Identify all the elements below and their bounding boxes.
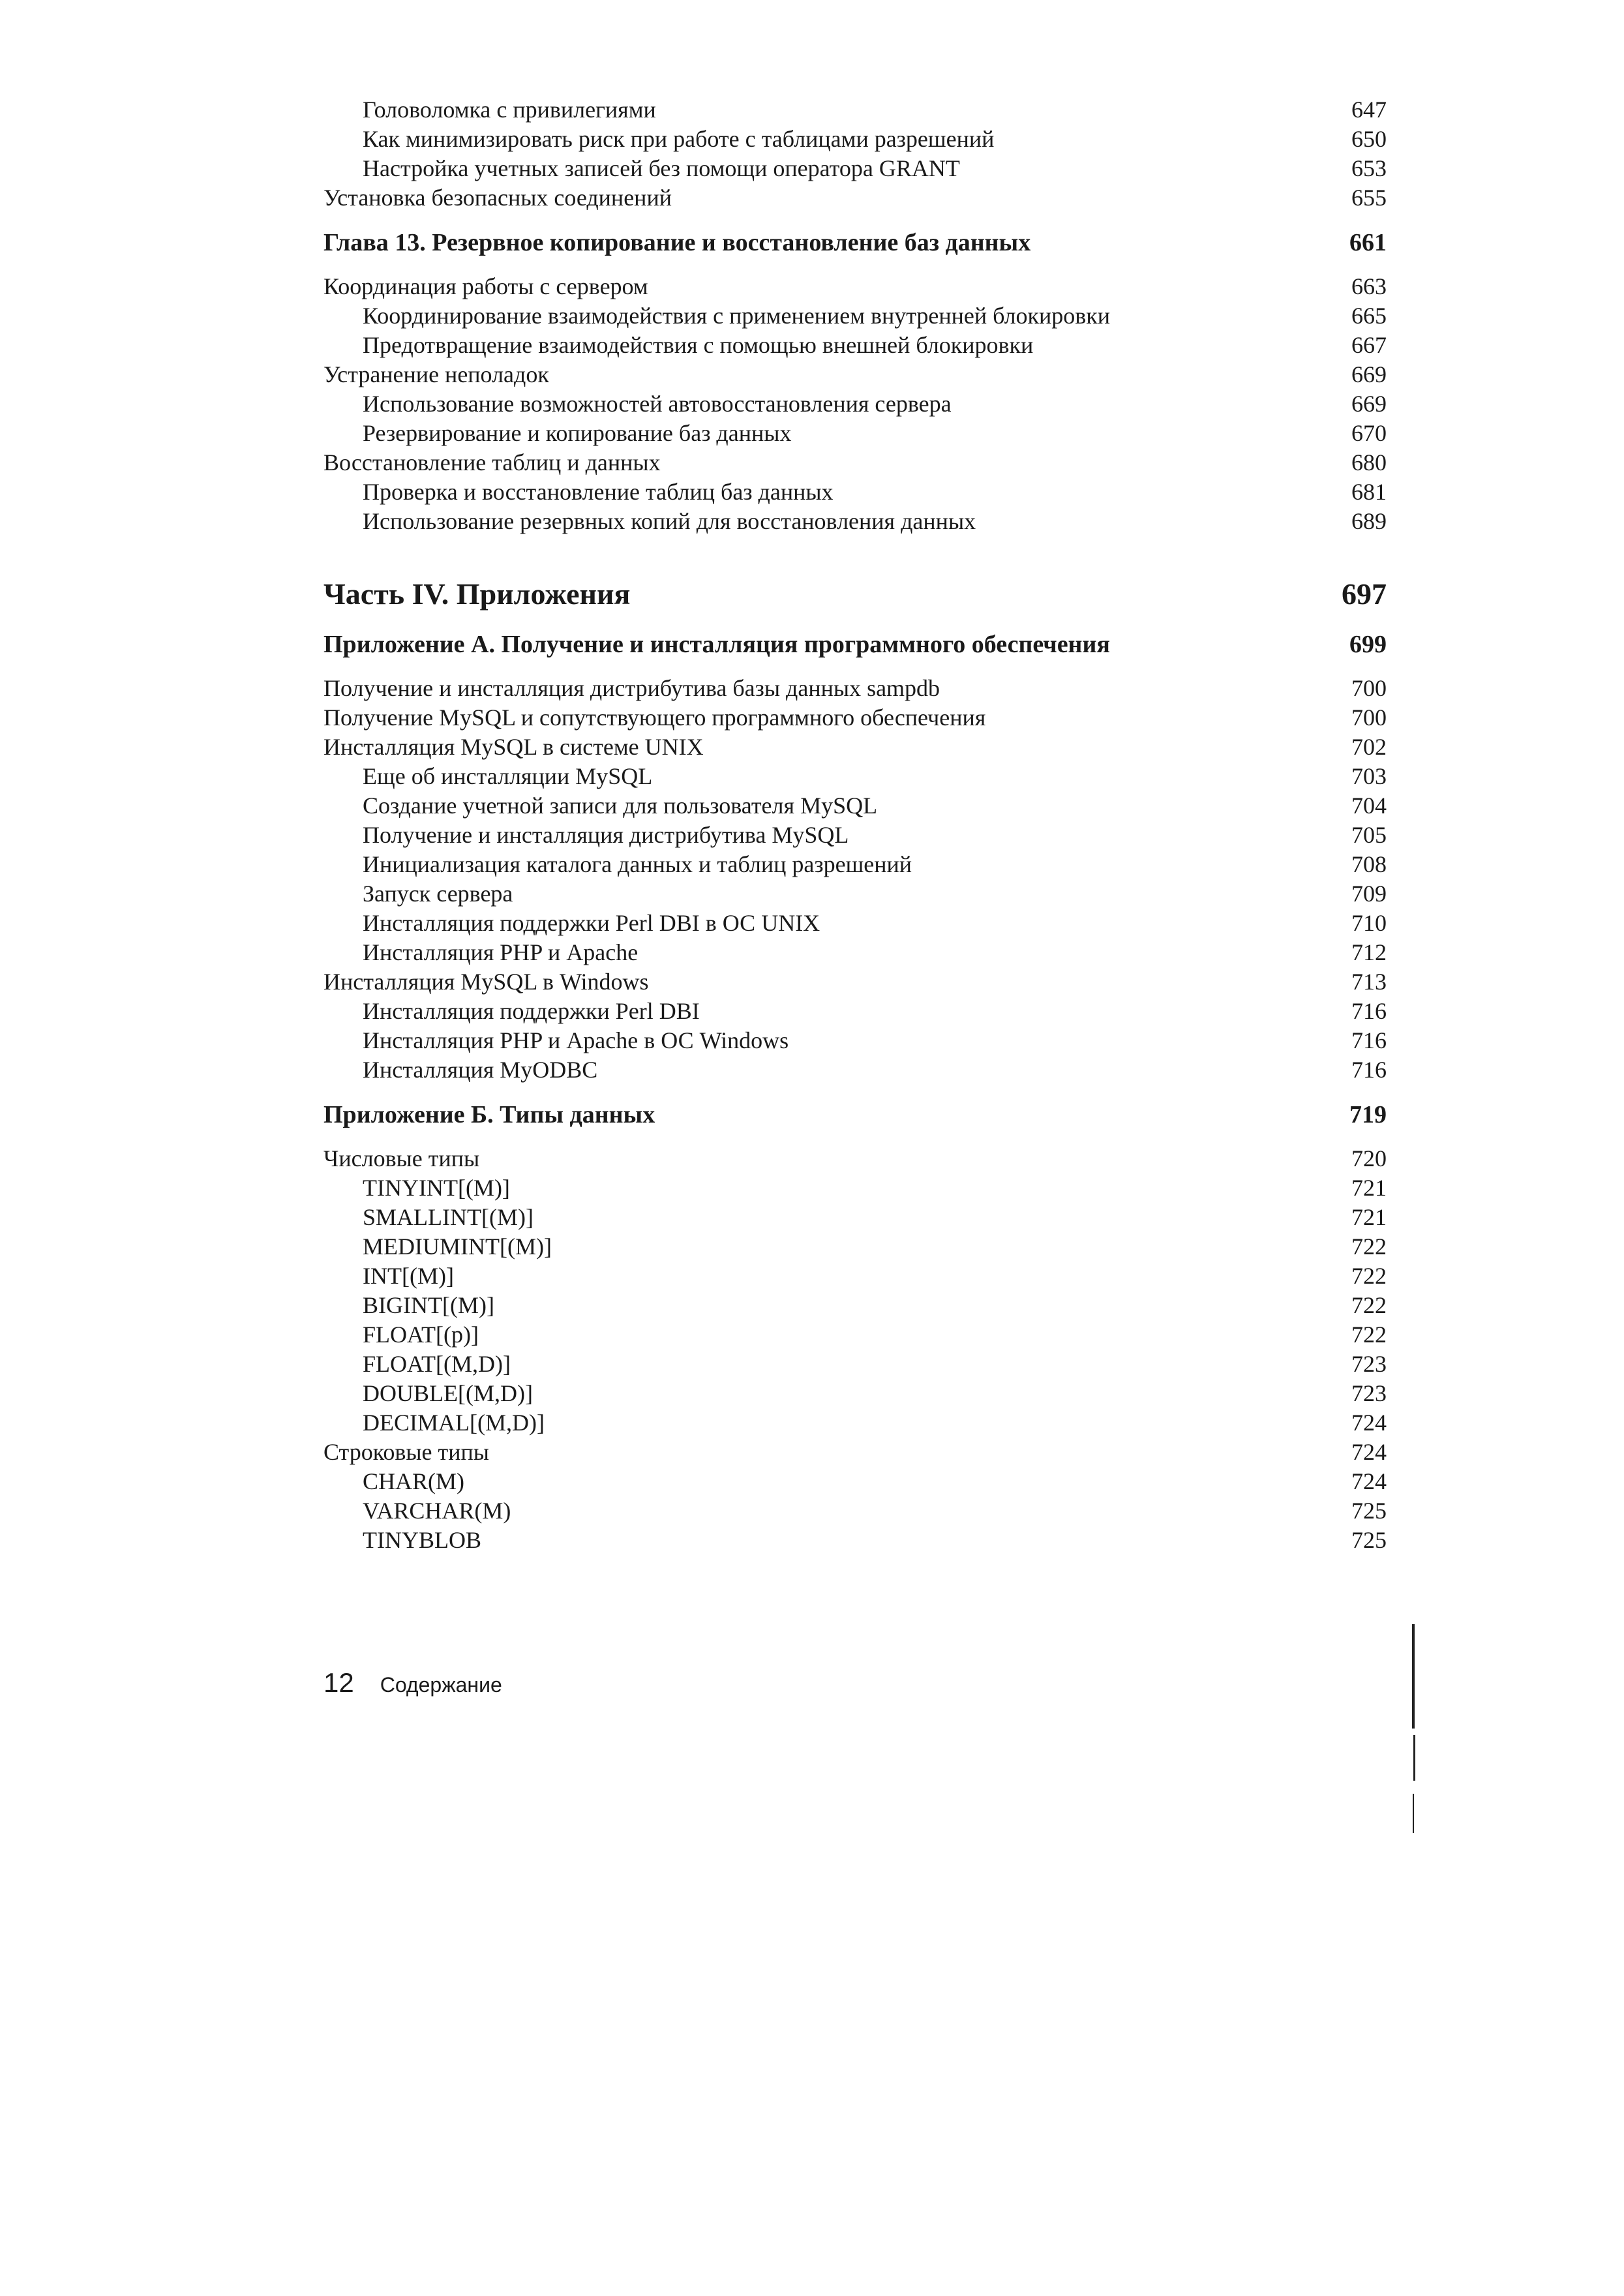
toc-entry xyxy=(323,95,1387,125)
toc-entry-title: Еще об инсталляции MySQL xyxy=(363,763,653,789)
toc-entry-page: 722 xyxy=(1351,1292,1387,1318)
toc-entry-title: MEDIUMINT[(M)] xyxy=(363,1233,552,1260)
toc-entry-title: SMALLINT[(M)] xyxy=(363,1204,534,1230)
toc-entry-title: Получение и инсталляция дистрибутива MySQL xyxy=(363,822,849,848)
toc-entry-title: Головоломка с привилегиями xyxy=(363,97,656,123)
toc-entry xyxy=(323,389,1387,419)
toc-entry-page: 669 xyxy=(1351,391,1387,417)
toc-entry-title: Восстановление таблиц и данных xyxy=(323,449,661,476)
toc-entry-page: 710 xyxy=(1351,910,1387,936)
toc-entry-title: Инсталляция PHP и Apache xyxy=(363,939,639,965)
toc-entry-page: 720 xyxy=(1351,1145,1387,1171)
scan-mark xyxy=(1413,1735,1415,1781)
toc-entry xyxy=(323,1291,1387,1320)
toc-entry-title: Инсталляция MySQL в системе UNIX xyxy=(323,734,704,760)
toc-entry xyxy=(323,791,1387,821)
table-of-contents xyxy=(323,95,1387,1555)
toc-entry-page: 722 xyxy=(1351,1233,1387,1260)
toc-entry xyxy=(323,125,1387,154)
toc-part-heading xyxy=(323,575,1387,613)
toc-entry xyxy=(323,674,1387,703)
toc-entry xyxy=(323,1526,1387,1555)
toc-entry xyxy=(323,272,1387,301)
toc-entry-page: 680 xyxy=(1351,449,1387,476)
toc-entry xyxy=(323,1408,1387,1438)
toc-entry-page: 716 xyxy=(1351,1057,1387,1083)
toc-entry xyxy=(323,938,1387,967)
toc-chapter-heading xyxy=(323,1100,1387,1130)
toc-entry-title: TINYINT[(M)] xyxy=(363,1175,510,1201)
toc-entry-title: Запуск сервера xyxy=(363,881,513,907)
toc-entry xyxy=(323,507,1387,536)
toc-entry-page: 700 xyxy=(1351,675,1387,701)
toc-entry-title: TINYBLOB xyxy=(363,1527,481,1553)
toc-entry-title: Инсталляция поддержки Perl DBI xyxy=(363,998,700,1024)
toc-entry xyxy=(323,879,1387,909)
toc-entry-page: 709 xyxy=(1351,881,1387,907)
toc-entry-title: INT[(M)] xyxy=(363,1263,454,1289)
toc-entry-page: 719 xyxy=(1349,1101,1387,1128)
toc-entry xyxy=(323,1232,1387,1261)
toc-entry xyxy=(323,1496,1387,1526)
toc-entry-title: CHAR(M) xyxy=(363,1468,465,1494)
toc-entry-title: Инсталляция PHP и Apache в ОС Windows xyxy=(363,1027,789,1053)
toc-entry-page: 647 xyxy=(1351,97,1387,123)
toc-entry-title: Координирование взаимодействия с применением внутренней блокировки xyxy=(363,303,1111,329)
toc-entry-page: 661 xyxy=(1349,229,1387,256)
toc-entry-page: 716 xyxy=(1351,998,1387,1024)
toc-entry-title: BIGINT[(M)] xyxy=(363,1292,494,1318)
toc-entry-page: 703 xyxy=(1351,763,1387,789)
toc-entry xyxy=(323,1467,1387,1496)
toc-entry-title: Инсталляция MySQL в Windows xyxy=(323,969,649,995)
toc-entry xyxy=(323,850,1387,879)
toc-entry xyxy=(323,1261,1387,1291)
toc-entry-title: DECIMAL[(M,D)] xyxy=(363,1410,545,1436)
toc-entry xyxy=(323,733,1387,762)
toc-entry-page: 713 xyxy=(1351,969,1387,995)
toc-entry-title: Получение MySQL и сопутствующего программного обеспечения xyxy=(323,704,986,731)
toc-entry xyxy=(323,1173,1387,1203)
toc-entry xyxy=(323,360,1387,389)
toc-chapter-heading xyxy=(323,630,1387,659)
toc-entry-page: 725 xyxy=(1351,1527,1387,1553)
toc-entry xyxy=(323,1026,1387,1055)
toc-entry xyxy=(323,967,1387,997)
scan-mark xyxy=(1413,1794,1414,1833)
toc-entry-page: 702 xyxy=(1351,734,1387,760)
toc-entry-page: 681 xyxy=(1351,479,1387,505)
toc-entry-page: 722 xyxy=(1351,1322,1387,1348)
toc-entry xyxy=(323,997,1387,1026)
toc-entry xyxy=(323,909,1387,938)
toc-entry-title: Часть IV. Приложения xyxy=(323,577,631,611)
toc-entry-title: Создание учетной записи для пользователя MySQL xyxy=(363,793,878,819)
toc-entry-page: 667 xyxy=(1351,332,1387,358)
toc-entry-title: Предотвращение взаимодействия с помощью внешней блокировки xyxy=(363,332,1034,358)
toc-entry-title: FLOAT[(p)] xyxy=(363,1322,479,1348)
toc-entry-page: 700 xyxy=(1351,704,1387,731)
toc-entry-title: Резервирование и копирование баз данных xyxy=(363,420,792,446)
toc-entry xyxy=(323,703,1387,733)
toc-entry-page: 665 xyxy=(1351,303,1387,329)
toc-entry-title: Приложение А. Получение и инсталляция программного обеспечения xyxy=(323,631,1110,658)
toc-entry-title: DOUBLE[(M,D)] xyxy=(363,1380,533,1406)
toc-entry xyxy=(323,821,1387,850)
toc-entry-title: Устранение неполадок xyxy=(323,361,549,387)
toc-entry-page: 723 xyxy=(1351,1380,1387,1406)
toc-entry xyxy=(323,1320,1387,1350)
toc-entry-page: 724 xyxy=(1351,1439,1387,1465)
toc-entry xyxy=(323,331,1387,360)
toc-entry-page: 705 xyxy=(1351,822,1387,848)
toc-entry-title: Получение и инсталляция дистрибутива базы данных sampdb xyxy=(323,675,940,701)
toc-entry-page: 716 xyxy=(1351,1027,1387,1053)
toc-entry xyxy=(323,1438,1387,1467)
toc-entry xyxy=(323,301,1387,331)
toc-entry xyxy=(323,183,1387,213)
toc-entry-page: 697 xyxy=(1342,577,1387,611)
toc-entry-page: 699 xyxy=(1349,631,1387,658)
toc-entry-title: Приложение Б. Типы данных xyxy=(323,1101,655,1128)
toc-entry-title: Как минимизировать риск при работе с таблицами разрешений xyxy=(363,126,995,152)
toc-entry-page: 653 xyxy=(1351,155,1387,181)
page-footer xyxy=(323,1667,502,1699)
toc-entry-page: 724 xyxy=(1351,1468,1387,1494)
toc-entry-page: 650 xyxy=(1351,126,1387,152)
toc-entry-page: 655 xyxy=(1351,185,1387,211)
toc-entry-title: FLOAT[(M,D)] xyxy=(363,1351,511,1377)
toc-entry-page: 723 xyxy=(1351,1351,1387,1377)
toc-entry xyxy=(323,1203,1387,1232)
toc-entry-title: VARCHAR(M) xyxy=(363,1498,511,1524)
toc-entry xyxy=(323,477,1387,507)
toc-entry-title: Инсталляция MyODBC xyxy=(363,1057,598,1083)
toc-entry xyxy=(323,448,1387,477)
toc-entry xyxy=(323,762,1387,791)
toc-entry xyxy=(323,1379,1387,1408)
toc-entry-page: 712 xyxy=(1351,939,1387,965)
scan-mark xyxy=(1412,1624,1415,1729)
toc-entry-page: 721 xyxy=(1351,1204,1387,1230)
toc-entry xyxy=(323,1350,1387,1379)
toc-entry-page: 724 xyxy=(1351,1410,1387,1436)
toc-entry-page: 725 xyxy=(1351,1498,1387,1524)
toc-entry xyxy=(323,154,1387,183)
toc-entry xyxy=(323,419,1387,448)
toc-chapter-heading xyxy=(323,228,1387,258)
footer-page-number: 12 xyxy=(323,1667,354,1698)
toc-entry-title: Инсталляция поддержки Perl DBI в ОС UNIX xyxy=(363,910,820,936)
toc-entry-title: Инициализация каталога данных и таблиц разрешений xyxy=(363,851,912,877)
toc-entry-title: Координация работы с сервером xyxy=(323,273,648,299)
toc-entry-page: 670 xyxy=(1351,420,1387,446)
toc-entry-title: Глава 13. Резервное копирование и восстановление баз данных xyxy=(323,229,1031,256)
toc-entry-page: 704 xyxy=(1351,793,1387,819)
toc-entry-title: Настройка учетных записей без помощи оператора GRANT xyxy=(363,155,960,181)
toc-entry-title: Проверка и восстановление таблиц баз данных xyxy=(363,479,834,505)
toc-entry-title: Установка безопасных соединений xyxy=(323,185,672,211)
toc-entry-page: 708 xyxy=(1351,851,1387,877)
toc-entry-page: 689 xyxy=(1351,508,1387,534)
toc-entry xyxy=(323,1055,1387,1085)
toc-entry-title: Строковые типы xyxy=(323,1439,489,1465)
toc-entry-page: 663 xyxy=(1351,273,1387,299)
toc-entry-page: 721 xyxy=(1351,1175,1387,1201)
toc-entry-title: Использование резервных копий для восстановления данных xyxy=(363,508,976,534)
toc-entry-page: 722 xyxy=(1351,1263,1387,1289)
toc-entry-title: Числовые типы xyxy=(323,1145,480,1171)
footer-section-title: Содержание xyxy=(380,1673,502,1697)
toc-entry-title: Использование возможностей автовосстановления сервера xyxy=(363,391,952,417)
toc-entry xyxy=(323,1144,1387,1173)
toc-entry-page: 669 xyxy=(1351,361,1387,387)
